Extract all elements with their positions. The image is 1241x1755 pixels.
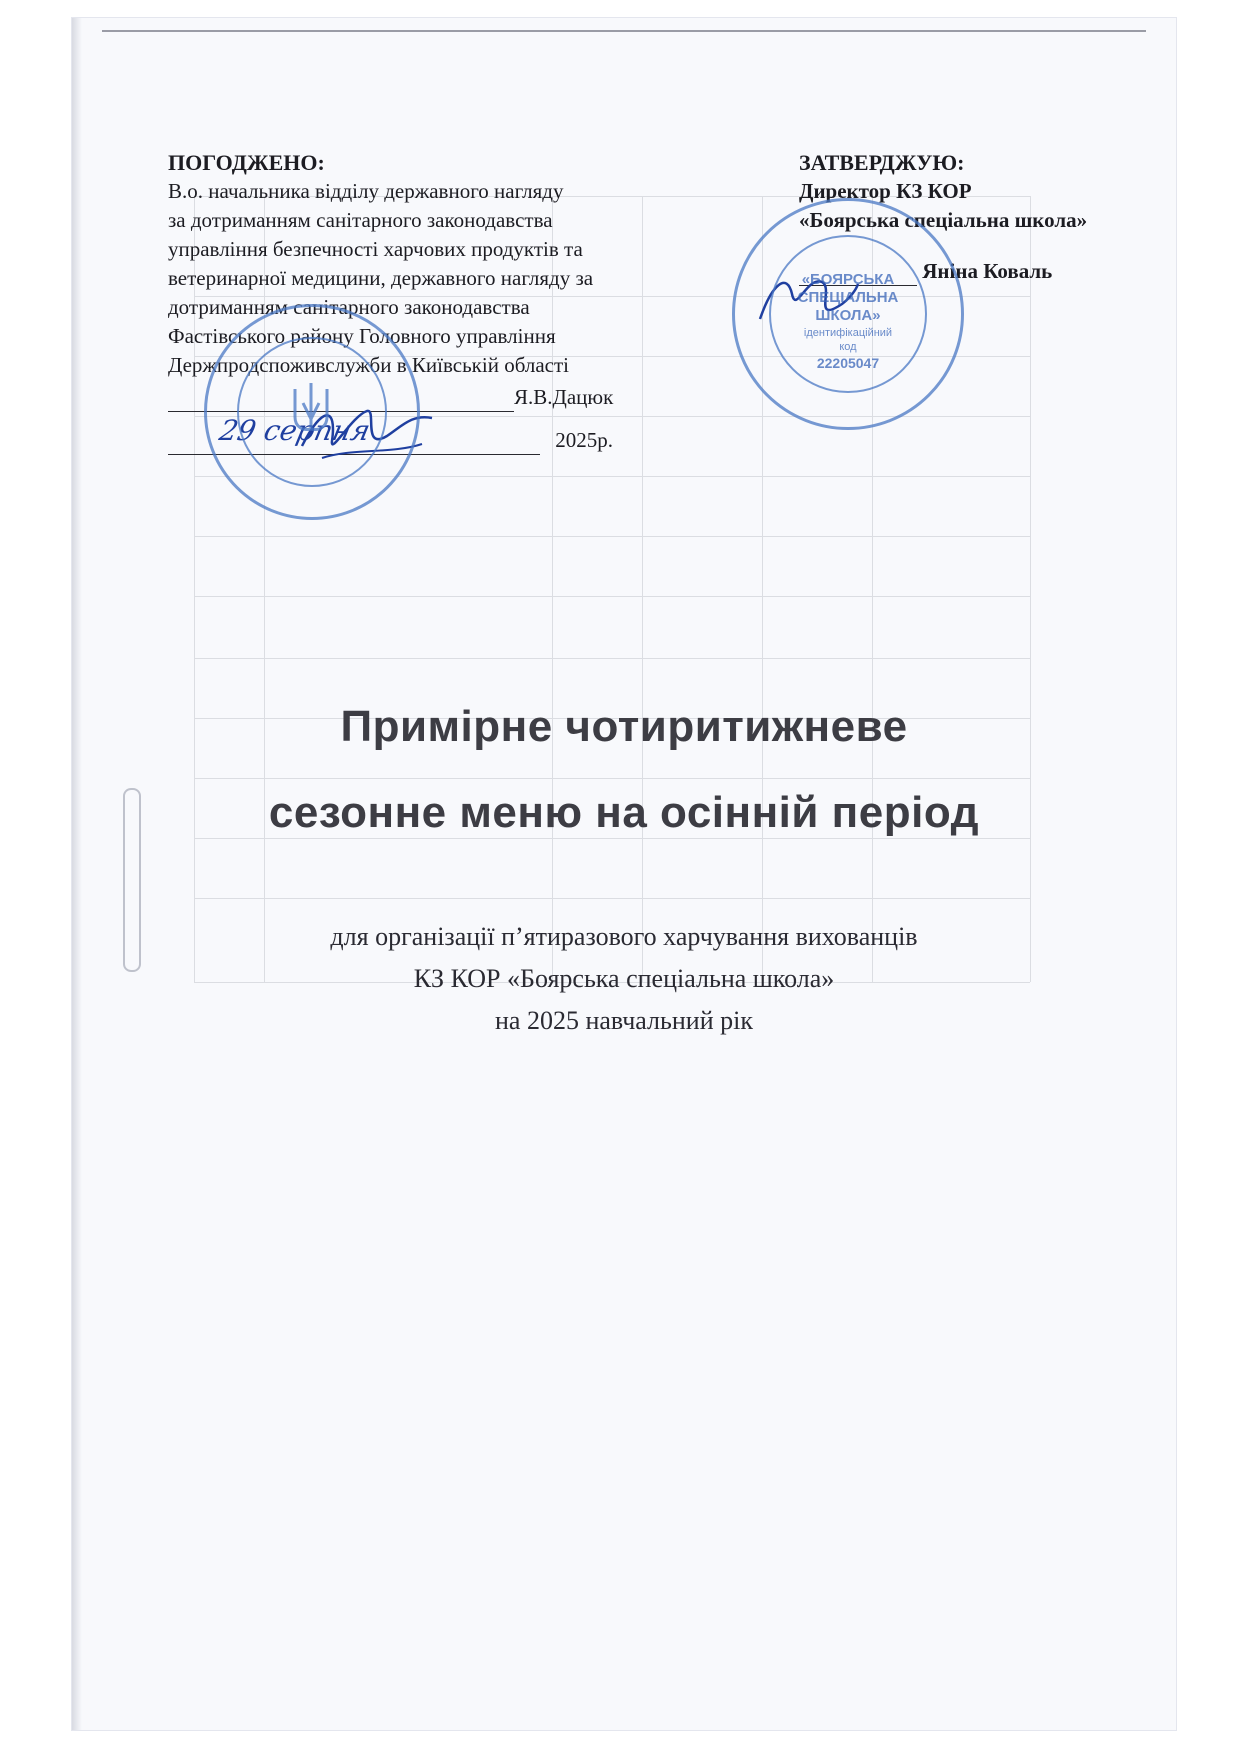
approval-line: управління безпечності харчових продуктів та <box>168 237 583 261</box>
subtitle-line1: для організації п’ятиразового харчування вихованців <box>330 922 918 951</box>
seal-text: ШКОЛА» <box>815 307 881 324</box>
approval-line: Фастівського району Головного управління <box>168 324 556 348</box>
approval-line: ветеринарної медицини, державного нагляду за <box>168 266 594 290</box>
seal-text: код <box>839 341 857 353</box>
handwritten-date: 29 серпня <box>216 414 374 447</box>
approval-line: В.о. начальника відділу державного нагляду <box>168 179 564 203</box>
document-page <box>72 18 1176 1730</box>
document-title-line1: Примірне чотиритижневе <box>340 702 908 751</box>
trident-emblem-icon <box>289 379 333 439</box>
approval-line: за дотриманням санітарного законодавства <box>168 208 553 232</box>
approval-line: дотриманням санітарного законодавства <box>168 295 530 319</box>
subtitle-line3: на 2025 навчальний рік <box>495 1006 753 1035</box>
confirmation-position: Директор КЗ КОР <box>799 179 972 203</box>
seal-text: «БОЯРСЬКА <box>801 271 895 288</box>
confirmation-heading: ЗАТВЕРДЖУЮ: <box>799 150 965 175</box>
approval-heading: ПОГОДЖЕНО: <box>168 150 325 175</box>
subtitle-line2: КЗ КОР «Боярська спеціальна школа» <box>413 964 835 993</box>
page-edge-shadow <box>72 18 82 1730</box>
school-seal-right <box>732 198 964 430</box>
official-seal-left <box>204 304 420 520</box>
confirmation-institution: «Боярська спеціальна школа» <box>799 208 1088 232</box>
seal-text: ідентифікаційний <box>803 327 893 339</box>
approval-year: 2025р. <box>555 428 613 452</box>
top-rule <box>102 30 1146 32</box>
approval-line: Держпродспоживслужби в Київській області <box>168 353 569 377</box>
confirmation-signatory: Яніна Коваль <box>922 259 1053 283</box>
document-title-line2: сезонне меню на осінній період <box>268 788 980 837</box>
seal-text: 22205047 <box>816 355 880 371</box>
seal-text: СПЕЦІАЛЬНА <box>797 289 899 306</box>
approval-signatory: Я.В.Дацюк <box>514 385 614 409</box>
